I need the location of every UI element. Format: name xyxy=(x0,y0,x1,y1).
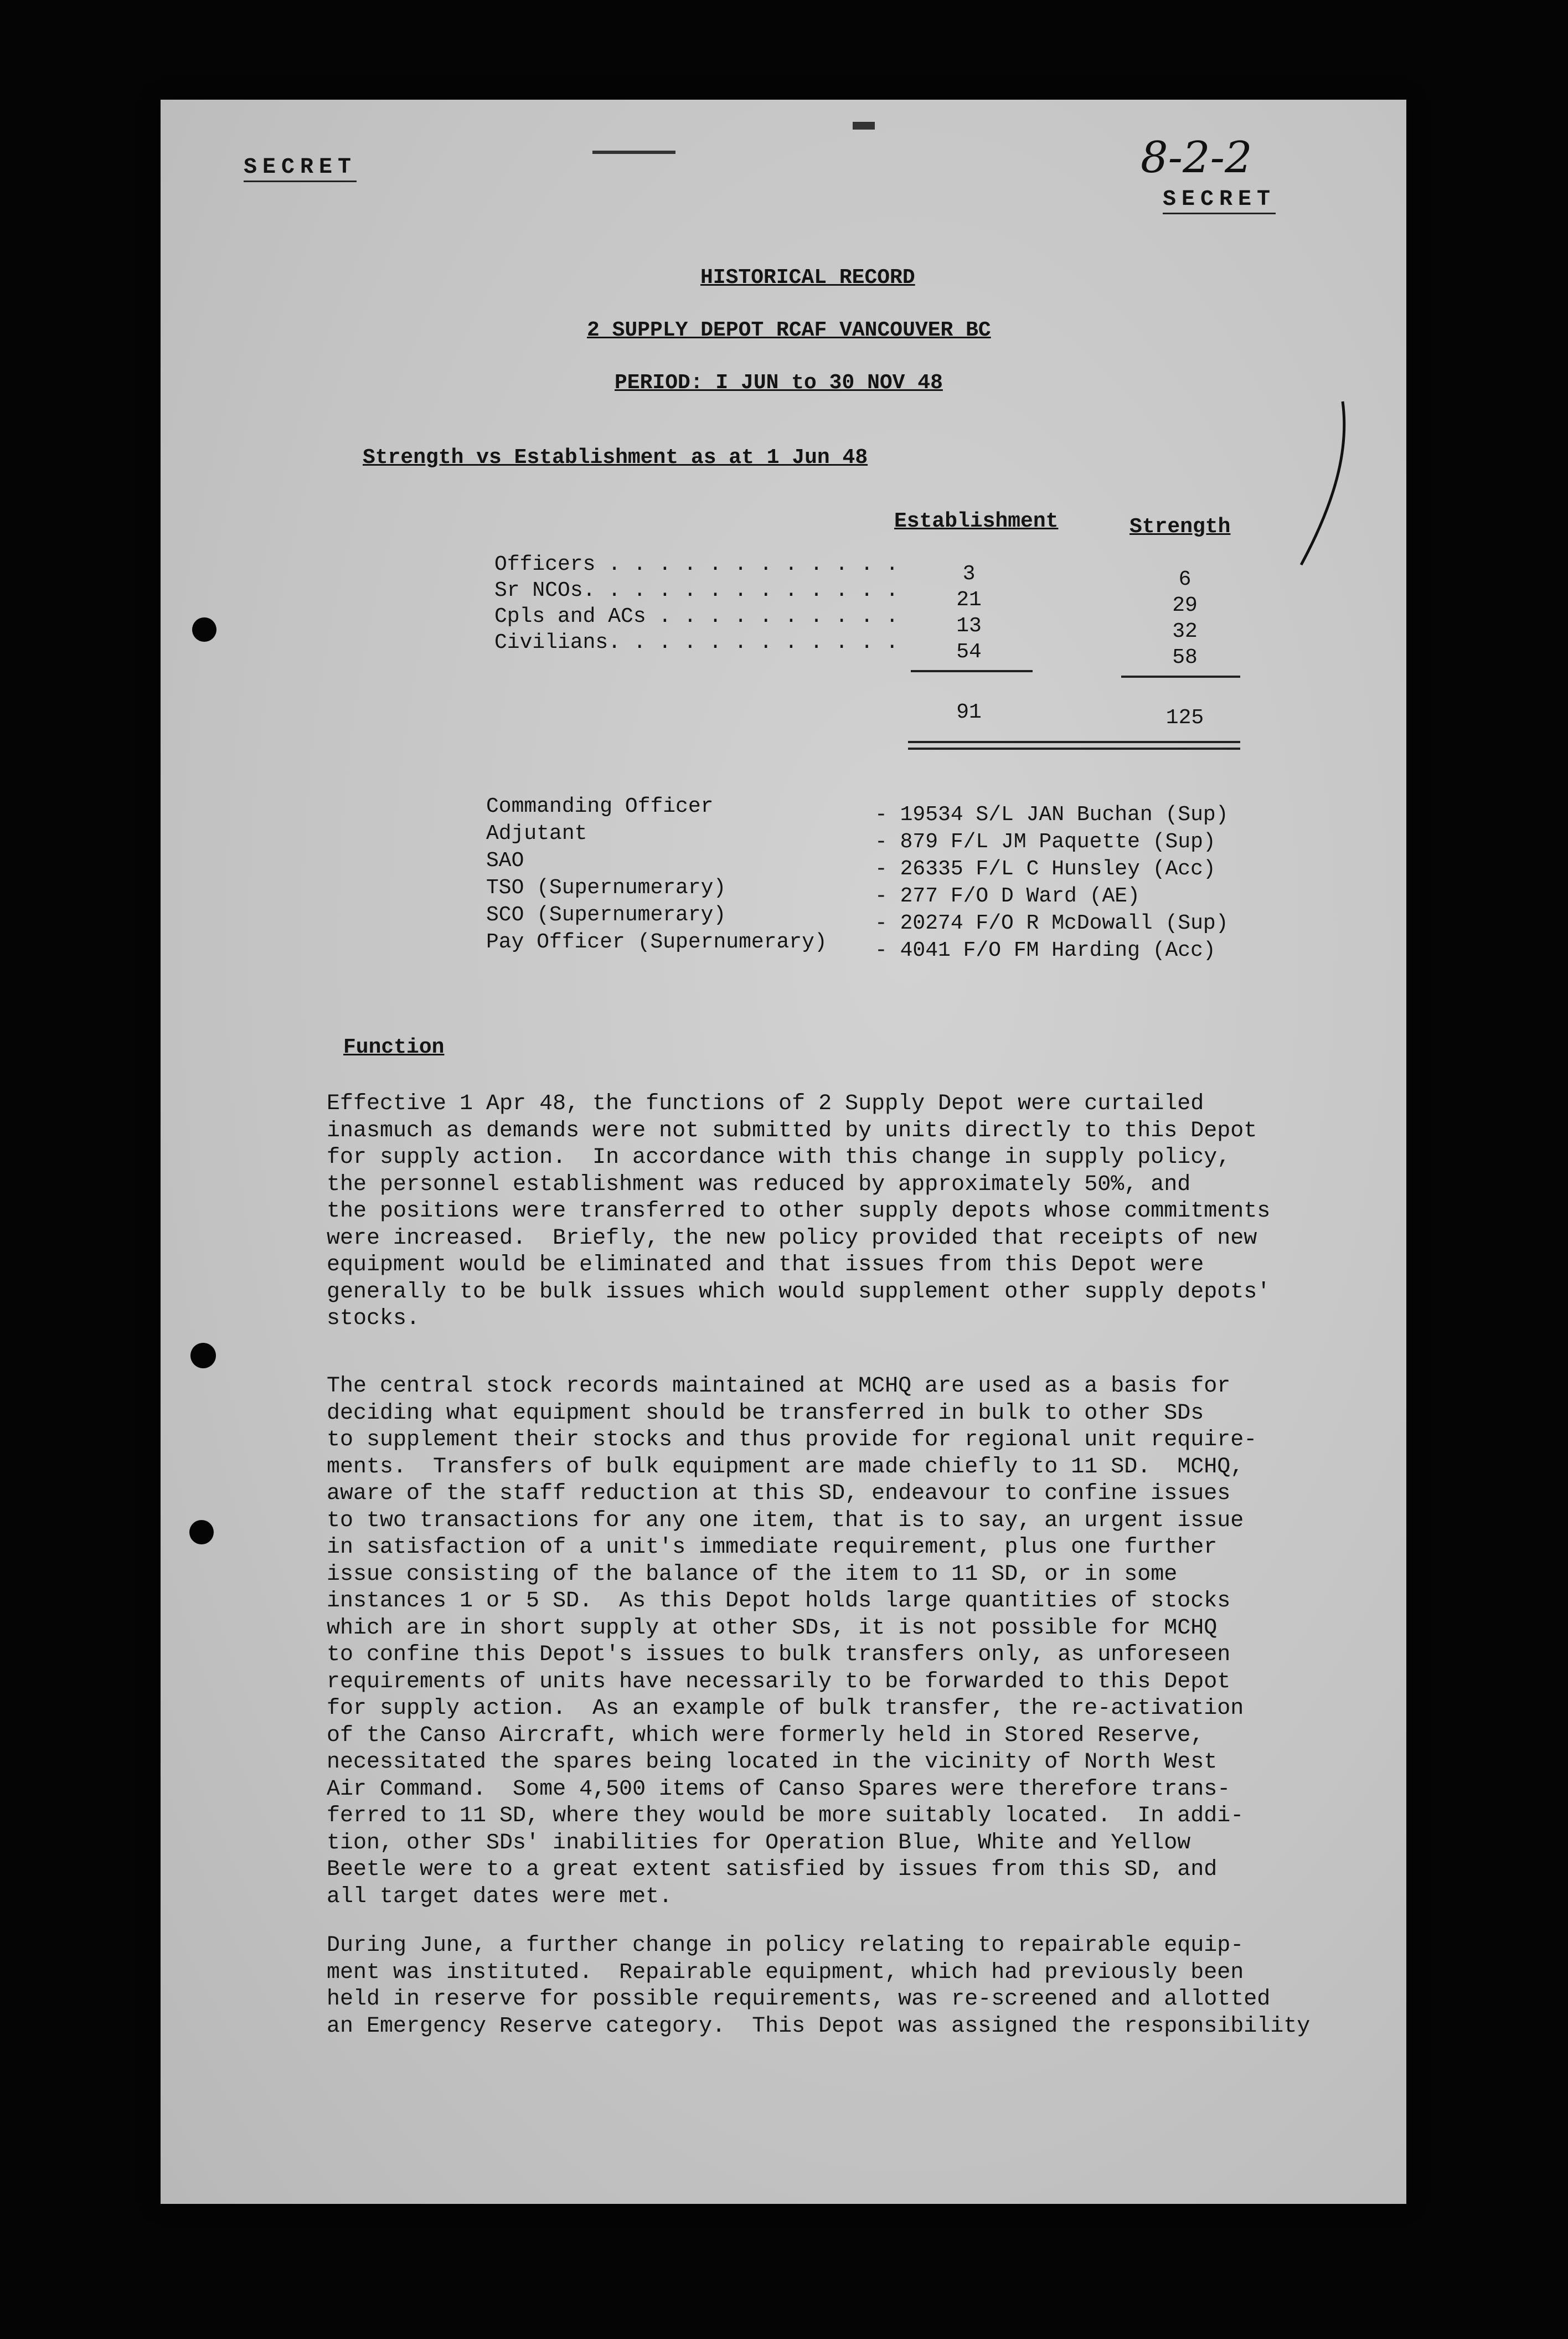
strength-value: 32 xyxy=(1172,620,1198,643)
subtotal-rule-establishment xyxy=(911,670,1033,672)
function-heading: Function xyxy=(343,1035,445,1059)
staple-mark xyxy=(853,122,875,130)
total-strength: 125 xyxy=(1165,706,1204,730)
function-paragraph-2: The central stock records maintained at MCHQ are used as a basis for deciding what equipment should be transferred in bulk to other SDs to supplement their stocks and thus provide for regional unit require- ments. Transfers of bulk equipment are made chiefly to 11 SD. MCHQ, aware of the staff reduction at this SD, endeavour to confine issues to two transactions for any one item, that is to say, an urgent issue in satisfaction of a unit's immediate requirement, plus one further issue consisting of the balance of the item to 11 SD, or in some instances 1 or 5 SD. As this Depot holds large quantities of stocks which are in short supply at other SDs, it is not possible for MCHQ to confine this Depot's issues to bulk transfers only, as unforeseen requirements of units have necessarily to be forwarded to this Depot for supply action. As an example of bulk transfer, the re-activation of the Canso Aircraft, which were formerly held in Stored Reserve, necessitated the spares being located in the vicinity of North West Air Command. Some 4,500 items of Canso Spares were therefore trans- ferred to 11 SD, where they would be more suitably located. In addi- tion, other SDs' inabilities for Operation Blue, White and Yellow Beetle were to a great extent satisfied by issues from this SD, and all target dates were met. xyxy=(327,1374,1257,1909)
strength-row-label: Civilians. . . . . . . . . . . . xyxy=(494,631,899,655)
establishment-column-header: Establishment xyxy=(894,509,1059,533)
officer-entry: - 277 F/O D Ward (AE) xyxy=(875,884,1140,908)
strength-value: 58 xyxy=(1172,646,1198,669)
period: PERIOD: I JUN to 30 NOV 48 xyxy=(615,371,943,395)
punch-hole-top xyxy=(192,617,216,642)
file-number-handwritten: 8-2-2 xyxy=(1141,133,1252,183)
classification-right: SECRET xyxy=(1163,187,1276,214)
strength-row-label: Sr NCOs. . . . . . . . . . . . . xyxy=(494,579,899,602)
officer-role: SAO xyxy=(486,849,524,873)
strength-heading: Strength vs Establishment as at 1 Jun 48 xyxy=(363,446,868,470)
strength-value: 29 xyxy=(1172,594,1198,617)
establishment-value: 54 xyxy=(956,640,982,664)
officer-entry: - 19534 S/L JAN Buchan (Sup) xyxy=(875,803,1229,827)
officer-role: Pay Officer (Supernumerary) xyxy=(486,930,827,954)
officer-role: TSO (Supernumerary) xyxy=(486,876,726,900)
function-paragraph-3: During June, a further change in policy relating to repairable equip- ment was instituted. Repairable equipment, which had previously been held in reserve for possible requirements, was re-screened and allotted an Emergency Reserve category. This Depot was assigned the responsibility xyxy=(327,1933,1311,2039)
subtotal-rule-strength xyxy=(1121,676,1240,678)
officer-entry: - 879 F/L JM Paquette (Sup) xyxy=(875,830,1216,854)
function-paragraph-1: Effective 1 Apr 48, the functions of 2 Supply Depot were curtailed inasmuch as demands were not submitted by units directly to this Depot for supply action. In accordance with this change in supply policy, the personnel establishment was reduced by approximately 50%, and the positions were transferred to other supply depots whose commitments were increased. Briefly, the new policy provided that receipts of new equipment would be eliminated and that issues from this Depot were generally to be bulk issues which would supplement other supply depots' stocks. xyxy=(327,1091,1271,1331)
officer-role: Commanding Officer xyxy=(486,795,714,818)
establishment-value: 13 xyxy=(956,614,982,638)
officer-entry: - 26335 F/L C Hunsley (Acc) xyxy=(875,857,1216,881)
officer-role: SCO (Supernumerary) xyxy=(486,903,726,927)
total-double-rule xyxy=(908,748,1240,750)
officer-role: Adjutant xyxy=(486,822,587,846)
punch-hole-middle xyxy=(190,1343,216,1368)
document-title: HISTORICAL RECORD xyxy=(700,266,915,290)
unit-name: 2 SUPPLY DEPOT RCAF VANCOUVER BC xyxy=(587,318,991,342)
strength-row-label: Cpls and ACs . . . . . . . . . . xyxy=(494,605,899,628)
total-establishment: 91 xyxy=(956,700,982,724)
establishment-value: 21 xyxy=(956,588,982,612)
total-double-rule xyxy=(908,741,1240,743)
punch-hole-bottom xyxy=(189,1520,214,1544)
classification-left: SECRET xyxy=(244,155,357,182)
strength-value: 6 xyxy=(1178,568,1192,591)
staple-mark xyxy=(592,151,675,154)
strength-row-label: Officers . . . . . . . . . . . . xyxy=(494,553,899,576)
margin-pen-stroke xyxy=(1290,399,1356,576)
document-page xyxy=(161,100,1406,2204)
officer-entry: - 20274 F/O R McDowall (Sup) xyxy=(875,911,1229,935)
strength-column-header: Strength xyxy=(1129,515,1231,539)
establishment-value: 3 xyxy=(962,562,976,586)
officer-entry: - 4041 F/O FM Harding (Acc) xyxy=(875,939,1216,962)
